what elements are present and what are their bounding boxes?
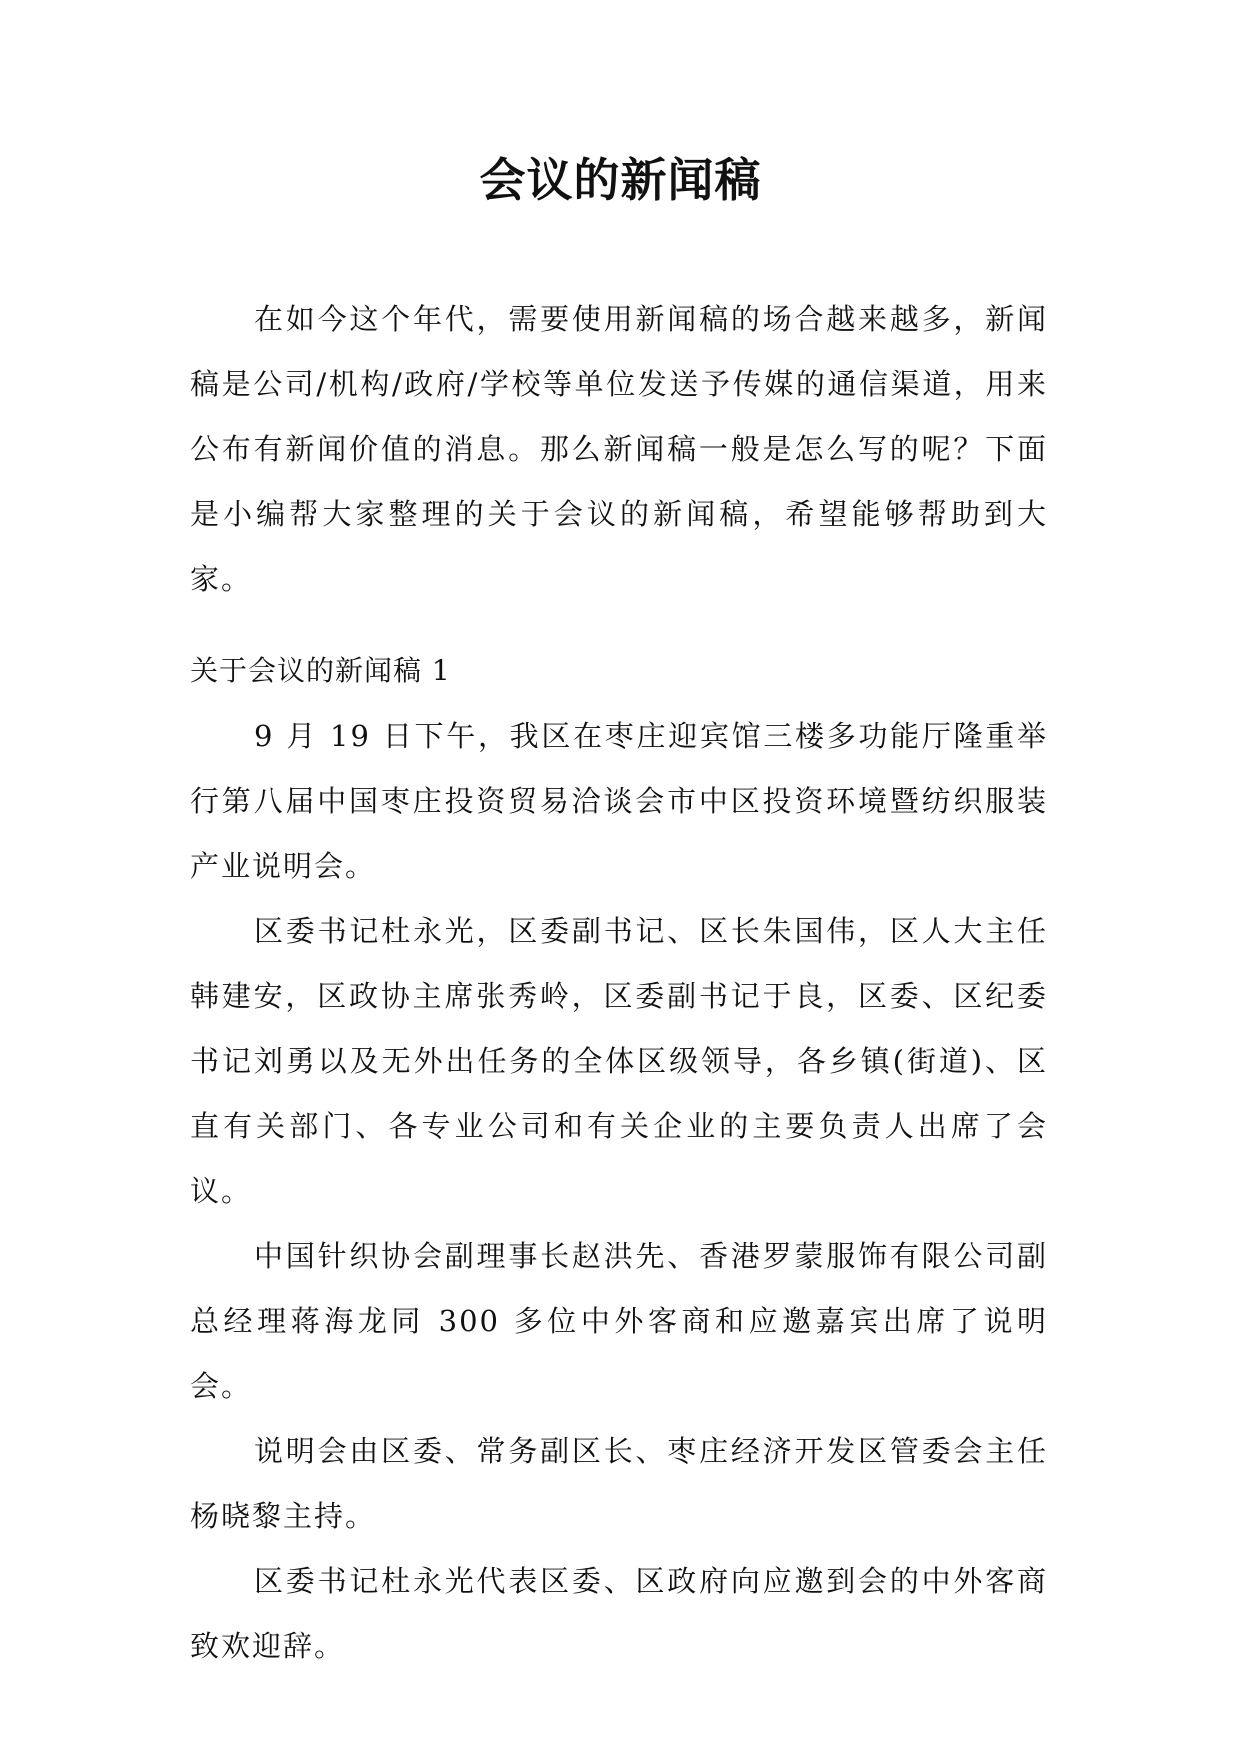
news-section-1 [190, 640, 1048, 1679]
body-paragraph-3: 中国针织协会副理事长赵洪先、香港罗蒙服饰有限公司副总经理蒋海龙同 300 多位中外客商和应邀嘉宾出席了说明会。 [190, 1239, 1048, 1403]
intro-section [190, 287, 1048, 612]
intro-paragraph: 在如今这个年代，需要使用新闻稿的场合越来越多，新闻稿是公司/机构/政府/学校等单位发送予传媒的通信渠道，用来公布有新闻价值的消息。那么新闻稿一般是怎么写的呢？下面是小编帮大家整理的关于会议的新闻稿，希望能够帮助到大家。 [190, 302, 1048, 596]
document-title: 会议的新闻稿 [479, 153, 762, 207]
body-paragraph-1: 9 月 19 日下午，我区在枣庄迎宾馆三楼多功能厅隆重举行第八届中国枣庄投资贸易洽谈会市中区投资环境暨纺织服装产业说明会。 [190, 719, 1048, 883]
section-heading: 关于会议的新闻稿 1 [190, 654, 451, 687]
body-paragraph-5: 区委书记杜永光代表区委、区政府向应邀到会的中外客商致欢迎辞。 [190, 1564, 1048, 1663]
body-paragraph-4: 说明会由区委、常务副区长、枣庄经济开发区管委会主任杨晓黎主持。 [190, 1434, 1048, 1533]
body-paragraph-2: 区委书记杜永光，区委副书记、区长朱国伟，区人大主任韩建安，区政协主席张秀岭，区委副书记于良，区委、区纪委书记刘勇以及无外出任务的全体区级领导，各乡镇(街道)、区直有关部门、各专业公司和有关企业的主要负责人出席了会议。 [190, 914, 1048, 1208]
